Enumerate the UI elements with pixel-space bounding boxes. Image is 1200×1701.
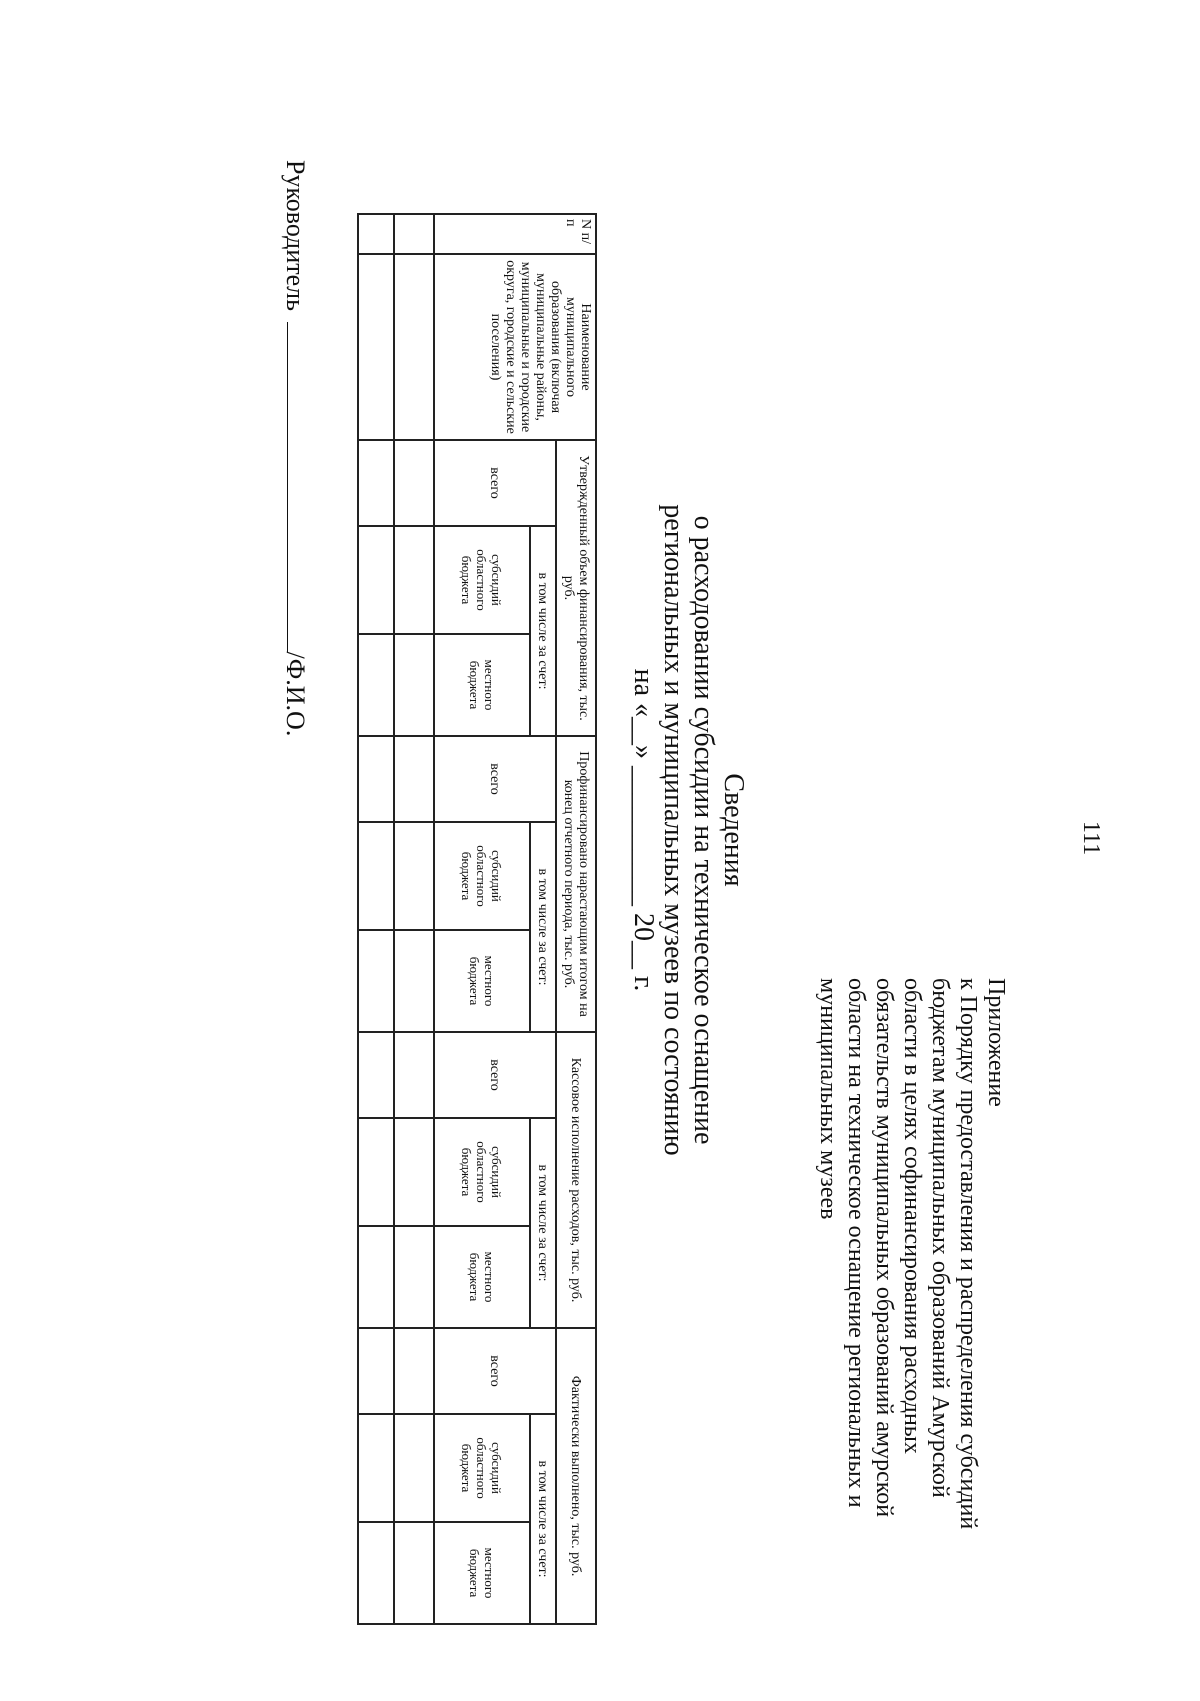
signature-fio-label: /Ф.И.О. [281,651,310,737]
header-cell-total: всего [434,736,556,822]
table-cell [394,526,434,634]
appendix-line: обязательств муниципальных образований амурской [871,978,897,1518]
table-cell [358,214,394,254]
table-row [394,214,434,1624]
table-cell [358,526,394,634]
table-cell [358,440,394,526]
header-cell-local: местного бюджета [434,1522,530,1624]
table-cell [358,930,394,1032]
table-cell [358,1118,394,1226]
header-cell-including: в том числе за счет: [530,1414,556,1624]
header-cell-regional: субсидий областного бюджета [434,822,530,930]
table-cell [394,1414,434,1522]
appendix-line: к Порядку предоставления и распределения субсидий [955,978,981,1530]
header-cell-total: всего [434,440,556,526]
header-cell-including: в том числе за счет: [530,526,556,736]
header-cell-group: Фактически выполнено, тыс. руб. [556,1328,596,1624]
table-cell [394,1522,434,1624]
document-title [628,300,748,1360]
table-cell [358,1414,394,1522]
appendix-line: области в целях софинансирования расходных [899,978,925,1454]
table-cell [394,930,434,1032]
report-table [357,213,597,1625]
table-cell [394,1226,434,1328]
header-cell-regional: субсидий областного бюджета [434,1118,530,1226]
table-cell [358,1328,394,1414]
table-cell [358,634,394,736]
table-cell [394,1118,434,1226]
header-cell-group: Кассовое исполнение расходов, тыс. руб. [556,1032,596,1328]
table-cell [394,822,434,930]
appendix-line: Приложение [983,978,1009,1107]
signature-position-label: Руководитель [281,160,310,311]
appendix-line: бюджетам муниципальных образований Амурской [927,978,953,1498]
appendix-note [814,978,1010,1598]
title-heading: Сведения [718,773,749,887]
header-cell-local: местного бюджета [434,930,530,1032]
header-cell-including: в том числе за счет: [530,1118,556,1328]
table-cell [358,1226,394,1328]
table-cell [394,1032,434,1118]
page-number: 111 [1078,820,1104,856]
table-cell [358,822,394,930]
table-header-row [556,214,596,1624]
appendix-line: области на техническое оснащение региональных и [843,978,869,1508]
table-cell [358,1522,394,1624]
header-cell-total: всего [434,1328,556,1414]
appendix-line: муниципальных музеев [815,978,841,1220]
table-cell [394,1328,434,1414]
header-cell-group: Профинансировано нарастающим итогом на конец отчетного периода, тыс. руб. [556,736,596,1032]
header-cell-number: N п/п [434,214,596,254]
title-line: региональных и муниципальных музеев по состоянию [658,504,689,1156]
title-date-line: на «__» __________ 20__ г. [628,668,659,992]
table-cell [358,736,394,822]
signature-block [280,160,310,1040]
header-cell-local: местного бюджета [434,1226,530,1328]
table-cell [358,254,394,440]
header-cell-including: в том числе за счет: [530,822,556,1032]
header-cell-group: Утвержденный объем финансирования, тыс. руб. [556,440,596,736]
header-cell-local: местного бюджета [434,634,530,736]
table-cell [394,440,434,526]
title-line: о расходовании субсидии на техническое оснащение [688,515,719,1145]
table-cell [358,1032,394,1118]
header-cell-regional: субсидий областного бюджета [434,526,530,634]
table-row [358,214,394,1624]
header-cell-regional: субсидий областного бюджета [434,1414,530,1522]
header-cell-total: всего [434,1032,556,1118]
table-cell [394,214,434,254]
table-cell [394,736,434,822]
table-cell [394,254,434,440]
header-cell-municipality: Наименование муниципального образования (включая муниципальные районы, муниципальные и городские округа, городские и сельские поселения) [434,254,596,440]
table-cell [394,634,434,736]
signature-line [287,322,288,652]
